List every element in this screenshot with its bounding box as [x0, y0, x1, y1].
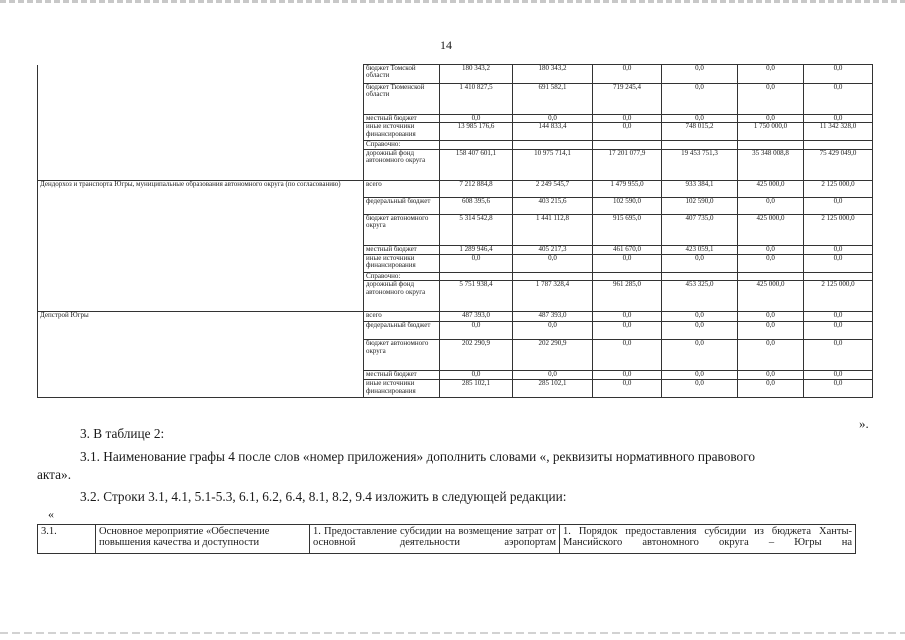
value-cell: 0,0 [593, 65, 662, 84]
value-cell: 0,0 [804, 254, 873, 272]
value-cell: 0,0 [662, 380, 738, 398]
org-cell [38, 141, 364, 149]
value-cell: 144 833,4 [513, 123, 593, 141]
org-cell [38, 197, 364, 214]
value-cell: 425 000,0 [738, 281, 804, 312]
value-cell: 0,0 [593, 322, 662, 340]
value-cell: 425 000,0 [738, 180, 804, 197]
scan-artifact-bottom [0, 632, 905, 634]
org-cell: Дендорхоз и транспорта Югры, муниципальные образования автономного округа (по согласованию) [38, 180, 364, 197]
table-row [38, 123, 873, 141]
value-cell: 0,0 [804, 312, 873, 322]
value-cell: 0,0 [804, 371, 873, 380]
table-row [38, 272, 873, 280]
source-cell: местный бюджет [364, 371, 440, 380]
table-2 [37, 524, 856, 554]
source-cell: местный бюджет [364, 115, 440, 123]
value-cell: 0,0 [513, 371, 593, 380]
value-cell: 0,0 [662, 254, 738, 272]
org-cell [38, 281, 364, 312]
source-cell: бюджет Тюменской области [364, 84, 440, 115]
item-3-1-line1: 3.1. Наименование графы 4 после слов «номер приложения» дополнить словами «, реквизиты нормативного правового [80, 449, 755, 464]
value-cell: 0,0 [662, 115, 738, 123]
value-cell: 0,0 [804, 340, 873, 371]
table-row [38, 65, 873, 84]
table-row [38, 180, 873, 197]
item-3-2: 3.2. Строки 3.1, 4.1, 5.1-5.3, 6.1, 6.2, 6.4, 8.1, 8.2, 9.4 изложить в следующей редакции: [80, 489, 567, 504]
value-cell: 0,0 [804, 84, 873, 115]
value-cell: 0,0 [662, 322, 738, 340]
value-cell: 102 590,0 [662, 197, 738, 214]
value-cell [738, 141, 804, 149]
source-cell: бюджет автономного округа [364, 214, 440, 245]
value-cell: 2 125 000,0 [804, 180, 873, 197]
page-number: 14 [440, 38, 452, 52]
value-cell: 1 441 112,8 [513, 214, 593, 245]
value-cell: 423 059,1 [662, 245, 738, 254]
opening-quote: « [48, 507, 54, 521]
value-cell: 0,0 [662, 65, 738, 84]
value-cell: 0,0 [738, 84, 804, 115]
value-cell: 0,0 [738, 322, 804, 340]
value-cell: 202 290,9 [513, 340, 593, 371]
value-cell [440, 272, 513, 280]
value-cell [440, 141, 513, 149]
table-row [38, 115, 873, 123]
table-row [38, 380, 873, 398]
org-cell [38, 214, 364, 245]
value-cell: 915 695,0 [593, 214, 662, 245]
source-cell: федеральный бюджет [364, 197, 440, 214]
value-cell [513, 272, 593, 280]
value-cell: 0,0 [738, 197, 804, 214]
source-cell: бюджет Томской области [364, 65, 440, 84]
value-cell: 0,0 [593, 115, 662, 123]
budget-table [37, 64, 873, 398]
value-cell: 102 590,0 [593, 197, 662, 214]
value-cell: 0,0 [804, 380, 873, 398]
value-cell: 180 343,2 [440, 65, 513, 84]
value-cell: 0,0 [440, 115, 513, 123]
value-cell: 11 342 328,0 [804, 123, 873, 141]
value-cell: 403 215,6 [513, 197, 593, 214]
value-cell: 2 125 000,0 [804, 281, 873, 312]
value-cell: 0,0 [440, 254, 513, 272]
value-cell: 0,0 [738, 371, 804, 380]
act-cell: 1. Порядок предоставления субсидии из бюджета Ханты-Мансийского автономного округа – Югры на [560, 525, 856, 554]
source-cell: иные источники финансирования [364, 380, 440, 398]
value-cell: 0,0 [738, 380, 804, 398]
value-cell: 719 245,4 [593, 84, 662, 115]
org-cell [38, 254, 364, 272]
value-cell: 0,0 [804, 322, 873, 340]
value-cell: 0,0 [593, 371, 662, 380]
org-cell [38, 272, 364, 280]
value-cell: 608 395,6 [440, 197, 513, 214]
value-cell: 35 348 008,8 [738, 149, 804, 180]
value-cell [662, 272, 738, 280]
source-cell: всего [364, 312, 440, 322]
org-cell [38, 123, 364, 141]
source-cell: федеральный бюджет [364, 322, 440, 340]
table-row [38, 281, 873, 312]
value-cell: 748 015,2 [662, 123, 738, 141]
value-cell [738, 272, 804, 280]
value-cell: 0,0 [440, 322, 513, 340]
table-row [38, 197, 873, 214]
value-cell: 13 985 176,6 [440, 123, 513, 141]
value-cell: 453 325,0 [662, 281, 738, 312]
value-cell: 7 212 884,8 [440, 180, 513, 197]
value-cell: 1 289 946,4 [440, 245, 513, 254]
value-cell: 0,0 [804, 245, 873, 254]
value-cell: 0,0 [662, 371, 738, 380]
value-cell: 75 429 049,0 [804, 149, 873, 180]
org-cell [38, 115, 364, 123]
value-cell: 1 787 328,4 [513, 281, 593, 312]
value-cell: 487 393,0 [440, 312, 513, 322]
value-cell: 0,0 [513, 254, 593, 272]
value-cell: 0,0 [593, 312, 662, 322]
value-cell: 1 410 827,5 [440, 84, 513, 115]
value-cell: 0,0 [804, 197, 873, 214]
value-cell [804, 272, 873, 280]
source-cell: иные источники финансирования [364, 123, 440, 141]
table-row [38, 214, 873, 245]
source-cell: Справочно: [364, 272, 440, 280]
org-cell: Депстрой Югры [38, 312, 364, 322]
value-cell [662, 141, 738, 149]
value-cell: 461 670,0 [593, 245, 662, 254]
source-cell: местный бюджет [364, 245, 440, 254]
value-cell: 0,0 [738, 245, 804, 254]
value-cell: 285 102,1 [513, 380, 593, 398]
value-cell: 2 125 000,0 [804, 214, 873, 245]
table-row [38, 245, 873, 254]
value-cell: 19 453 751,3 [662, 149, 738, 180]
value-cell: 961 285,0 [593, 281, 662, 312]
org-cell [38, 322, 364, 340]
value-cell [804, 141, 873, 149]
value-cell: 0,0 [513, 115, 593, 123]
row-number: 3.1. [38, 525, 96, 554]
value-cell: 425 000,0 [738, 214, 804, 245]
value-cell: 1 750 000,0 [738, 123, 804, 141]
direction-cell: 1. Предоставление субсидии на возмещение затрат от основной деятельности аэропортам [310, 525, 560, 554]
value-cell: 933 384,1 [662, 180, 738, 197]
value-cell: 17 201 077,9 [593, 149, 662, 180]
table-row [38, 149, 873, 180]
value-cell: 0,0 [593, 254, 662, 272]
value-cell: 0,0 [738, 340, 804, 371]
value-cell: 285 102,1 [440, 380, 513, 398]
org-cell [38, 84, 364, 115]
value-cell: 0,0 [738, 312, 804, 322]
table-row [38, 84, 873, 115]
value-cell: 487 393,0 [513, 312, 593, 322]
item-3: 3. В таблице 2: [80, 426, 165, 441]
value-cell: 202 290,9 [440, 340, 513, 371]
source-cell: дорожный фонд автономного округа [364, 149, 440, 180]
value-cell: 0,0 [593, 123, 662, 141]
table-row [38, 340, 873, 371]
value-cell: 0,0 [662, 84, 738, 115]
value-cell: 2 249 545,7 [513, 180, 593, 197]
table-row [38, 371, 873, 380]
value-cell: 0,0 [662, 312, 738, 322]
value-cell [593, 141, 662, 149]
value-cell: 691 582,1 [513, 84, 593, 115]
org-cell [38, 65, 364, 84]
org-cell [38, 340, 364, 371]
table-row [38, 312, 873, 322]
table-row [38, 254, 873, 272]
value-cell: 10 975 714,1 [513, 149, 593, 180]
value-cell: 5 751 938,4 [440, 281, 513, 312]
source-cell: дорожный фонд автономного округа [364, 281, 440, 312]
value-cell: 0,0 [738, 254, 804, 272]
org-cell [38, 371, 364, 380]
event-cell: Основное мероприятие «Обеспечение повышения качества и доступности [96, 525, 310, 554]
value-cell: 158 407 601,1 [440, 149, 513, 180]
value-cell: 0,0 [513, 322, 593, 340]
value-cell: 0,0 [440, 371, 513, 380]
value-cell [593, 272, 662, 280]
source-cell: всего [364, 180, 440, 197]
value-cell: 180 343,2 [513, 65, 593, 84]
value-cell: 5 314 542,8 [440, 214, 513, 245]
org-cell [38, 380, 364, 398]
closing-quote: ». [859, 416, 869, 431]
value-cell: 407 735,0 [662, 214, 738, 245]
org-cell [38, 149, 364, 180]
value-cell: 0,0 [738, 65, 804, 84]
value-cell: 0,0 [804, 115, 873, 123]
table-row [38, 141, 873, 149]
value-cell: 0,0 [593, 340, 662, 371]
value-cell: 405 217,3 [513, 245, 593, 254]
scan-artifact-top [0, 0, 905, 3]
value-cell: 0,0 [593, 380, 662, 398]
value-cell [513, 141, 593, 149]
value-cell: 0,0 [738, 115, 804, 123]
item-3-1-line2: акта». [37, 467, 72, 482]
value-cell: 0,0 [662, 340, 738, 371]
org-cell [38, 245, 364, 254]
table-2-row [38, 525, 856, 554]
value-cell: 1 479 955,0 [593, 180, 662, 197]
source-cell: Справочно: [364, 141, 440, 149]
table-row [38, 322, 873, 340]
value-cell: 0,0 [804, 65, 873, 84]
source-cell: бюджет автономного округа [364, 340, 440, 371]
source-cell: иные источники финансирования [364, 254, 440, 272]
